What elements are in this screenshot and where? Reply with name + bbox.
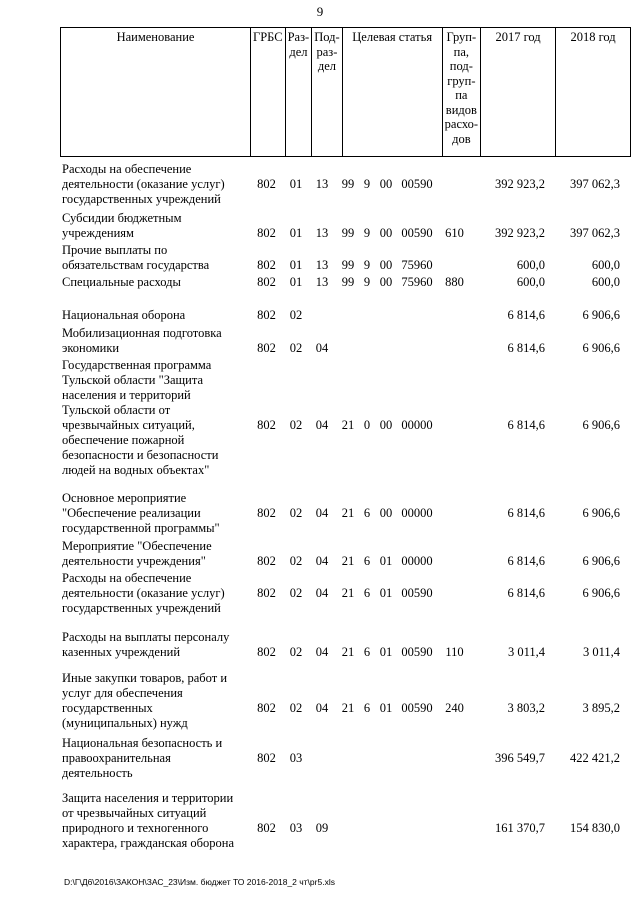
- row-name: Специальные расходы: [62, 275, 181, 289]
- cell-a: 99: [341, 177, 355, 191]
- cell-pr: 13: [315, 258, 329, 272]
- cell-b: 6: [363, 506, 371, 520]
- cell-b: 0: [363, 418, 371, 432]
- cell-rz: 01: [289, 226, 303, 240]
- cell-d: 00590: [401, 177, 433, 191]
- row-name: Прочие выплаты по обязательствам государства: [62, 243, 210, 272]
- cell-v2017: 6 814,6: [507, 586, 545, 600]
- cell-v2018: 600,0: [591, 258, 620, 272]
- table-row: [0, 791, 640, 851]
- cell-d: 00590: [401, 701, 433, 715]
- cell-grbs: 802: [257, 586, 276, 600]
- cell-pr: 04: [315, 586, 329, 600]
- cell-v2018: 6 906,6: [582, 418, 620, 432]
- cell-grbs: 802: [257, 226, 276, 240]
- row-name: Расходы на обеспечение деятельности (оказание услуг) государственных учреждений: [62, 571, 225, 615]
- cell-grbs: 802: [257, 418, 276, 432]
- header-2018: 2018 год: [556, 28, 631, 157]
- row-name: Расходы на обеспечение деятельности (оказание услуг) государственных учреждений: [62, 162, 225, 206]
- cell-grbs: 802: [257, 554, 276, 568]
- cell-c: 01: [379, 554, 393, 568]
- cell-v2018: 6 906,6: [582, 506, 620, 520]
- cell-rz: 02: [289, 554, 303, 568]
- table-row: [0, 671, 640, 731]
- row-name: Защита населения и территории от чрезвычайных ситуаций природного и техногенного характера, гражданская оборона: [62, 791, 235, 850]
- cell-grbs: 802: [257, 258, 276, 272]
- cell-v2017: 396 549,7: [495, 751, 545, 765]
- header-target: Целевая статья: [342, 28, 442, 157]
- cell-grbs: 802: [257, 821, 276, 835]
- cell-rz: 02: [289, 341, 303, 355]
- cell-b: 9: [363, 258, 371, 272]
- cell-a: 99: [341, 258, 355, 272]
- cell-v2017: 161 370,7: [495, 821, 545, 835]
- cell-v2017: 6 814,6: [507, 554, 545, 568]
- cell-c: 00: [379, 226, 393, 240]
- row-name: Национальная оборона: [62, 308, 186, 322]
- cell-a: 21: [341, 506, 355, 520]
- cell-rz: 03: [289, 751, 303, 765]
- cell-d: 00000: [401, 506, 433, 520]
- cell-c: 00: [379, 506, 393, 520]
- cell-pr: 13: [315, 226, 329, 240]
- row-name: Субсидии бюджетным учреждениям: [62, 211, 182, 240]
- cell-rz: 01: [289, 275, 303, 289]
- cell-a: 21: [341, 645, 355, 659]
- header-name: Наименование: [61, 28, 251, 157]
- cell-rz: 03: [289, 821, 303, 835]
- cell-c: 00: [379, 418, 393, 432]
- cell-c: 00: [379, 258, 393, 272]
- cell-grbs: 802: [257, 645, 276, 659]
- cell-c: 01: [379, 701, 393, 715]
- cell-a: 21: [341, 418, 355, 432]
- table-row: [0, 162, 640, 207]
- header-group: Груп- па, под- груп- па видов расхо- дов: [442, 28, 480, 157]
- header-razdel: Раз- дел: [285, 28, 312, 157]
- cell-pr: 04: [315, 645, 329, 659]
- cell-v2017: 3 011,4: [507, 645, 545, 659]
- cell-v2018: 397 062,3: [570, 226, 620, 240]
- cell-v2017: 600,0: [516, 275, 545, 289]
- cell-pr: 09: [315, 821, 329, 835]
- table-row: [0, 539, 640, 569]
- cell-v2018: 6 906,6: [582, 341, 620, 355]
- cell-pr: 04: [315, 506, 329, 520]
- cell-v2018: 154 830,0: [570, 821, 620, 835]
- cell-pr: 04: [315, 701, 329, 715]
- cell-grbs: 802: [257, 275, 276, 289]
- cell-v2017: 6 814,6: [507, 308, 545, 322]
- row-name: Расходы на выплаты персоналу казенных учреждений: [62, 630, 230, 659]
- cell-rz: 02: [289, 586, 303, 600]
- row-name: Основное мероприятие "Обеспечение реализации государственной программы": [62, 491, 220, 535]
- cell-a: 21: [341, 701, 355, 715]
- cell-a: 21: [341, 586, 355, 600]
- row-name: Мероприятие "Обеспечение деятельности учреждения": [62, 539, 212, 568]
- cell-pr: 13: [315, 177, 329, 191]
- cell-v2017: 6 814,6: [507, 341, 545, 355]
- cell-d: 75960: [401, 258, 433, 272]
- cell-c: 01: [379, 645, 393, 659]
- cell-rz: 02: [289, 645, 303, 659]
- cell-v2018: 3 011,4: [582, 645, 620, 659]
- table-row: [0, 243, 640, 273]
- cell-d: 00590: [401, 645, 433, 659]
- cell-grbs: 802: [257, 701, 276, 715]
- table-row: [0, 308, 640, 323]
- cell-v2018: 397 062,3: [570, 177, 620, 191]
- cell-d: 00590: [401, 586, 433, 600]
- table-row: [0, 571, 640, 616]
- cell-v2018: 6 906,6: [582, 308, 620, 322]
- cell-vr: 110: [445, 645, 464, 659]
- cell-b: 9: [363, 226, 371, 240]
- header-2017: 2017 год: [481, 28, 556, 157]
- cell-pr: 13: [315, 275, 329, 289]
- header-grbs: ГРБС: [251, 28, 286, 157]
- cell-rz: 02: [289, 701, 303, 715]
- table-row: [0, 630, 640, 660]
- cell-b: 6: [363, 586, 371, 600]
- cell-rz: 02: [289, 418, 303, 432]
- cell-d: 00000: [401, 554, 433, 568]
- row-name: Национальная безопасность и правоохранительная деятельность: [62, 736, 223, 780]
- cell-b: 6: [363, 645, 371, 659]
- cell-v2017: 392 923,2: [495, 226, 545, 240]
- cell-v2018: 600,0: [591, 275, 620, 289]
- cell-rz: 02: [289, 308, 303, 322]
- cell-grbs: 802: [257, 341, 276, 355]
- cell-d: 75960: [401, 275, 433, 289]
- cell-vr: 880: [445, 275, 464, 289]
- table-row: [0, 275, 640, 290]
- cell-v2018: 422 421,2: [570, 751, 620, 765]
- table-row: [0, 358, 640, 478]
- cell-v2017: 392 923,2: [495, 177, 545, 191]
- cell-a: 99: [341, 275, 355, 289]
- cell-b: 6: [363, 554, 371, 568]
- cell-c: 01: [379, 586, 393, 600]
- cell-grbs: 802: [257, 308, 276, 322]
- cell-vr: 610: [445, 226, 464, 240]
- cell-a: 21: [341, 554, 355, 568]
- cell-pr: 04: [315, 341, 329, 355]
- cell-v2018: 3 895,2: [582, 701, 620, 715]
- cell-rz: 01: [289, 258, 303, 272]
- cell-v2018: 6 906,6: [582, 586, 620, 600]
- table-row: [0, 736, 640, 781]
- row-name: Мобилизационная подготовка экономики: [62, 326, 222, 355]
- table-row: [0, 491, 640, 536]
- cell-d: 00590: [401, 226, 433, 240]
- cell-grbs: 802: [257, 506, 276, 520]
- row-name: Государственная программа Тульской области "Защита населения и территорий Тульской области от чрезвычайных ситуаций, обеспечение пожарной безопасности и безопасности людей на водных объектах": [62, 358, 219, 477]
- cell-c: 00: [379, 275, 393, 289]
- cell-grbs: 802: [257, 177, 276, 191]
- cell-a: 99: [341, 226, 355, 240]
- cell-v2017: 6 814,6: [507, 506, 545, 520]
- table-header: [60, 27, 631, 157]
- table-row: [0, 326, 640, 356]
- cell-pr: 04: [315, 418, 329, 432]
- cell-b: 9: [363, 177, 371, 191]
- header-podrazdel: Под- раз- дел: [312, 28, 342, 157]
- cell-rz: 02: [289, 506, 303, 520]
- table-row: [0, 211, 640, 241]
- cell-vr: 240: [445, 701, 464, 715]
- cell-rz: 01: [289, 177, 303, 191]
- cell-v2017: 600,0: [516, 258, 545, 272]
- cell-d: 00000: [401, 418, 433, 432]
- file-path-footer: D:\Г\Д6\2016\ЗАКОН\ЗАС_23\Изм. бюджет ТО 2016-2018_2 чт\pr5.xls: [64, 877, 335, 887]
- cell-pr: 04: [315, 554, 329, 568]
- row-name: Иные закупки товаров, работ и услуг для обеспечения государственных (муниципальных) нужд: [62, 671, 228, 730]
- cell-b: 9: [363, 275, 371, 289]
- cell-c: 00: [379, 177, 393, 191]
- cell-v2018: 6 906,6: [582, 554, 620, 568]
- cell-b: 6: [363, 701, 371, 715]
- cell-grbs: 802: [257, 751, 276, 765]
- page-number: 9: [316, 4, 324, 19]
- cell-v2017: 3 803,2: [507, 701, 545, 715]
- cell-v2017: 6 814,6: [507, 418, 545, 432]
